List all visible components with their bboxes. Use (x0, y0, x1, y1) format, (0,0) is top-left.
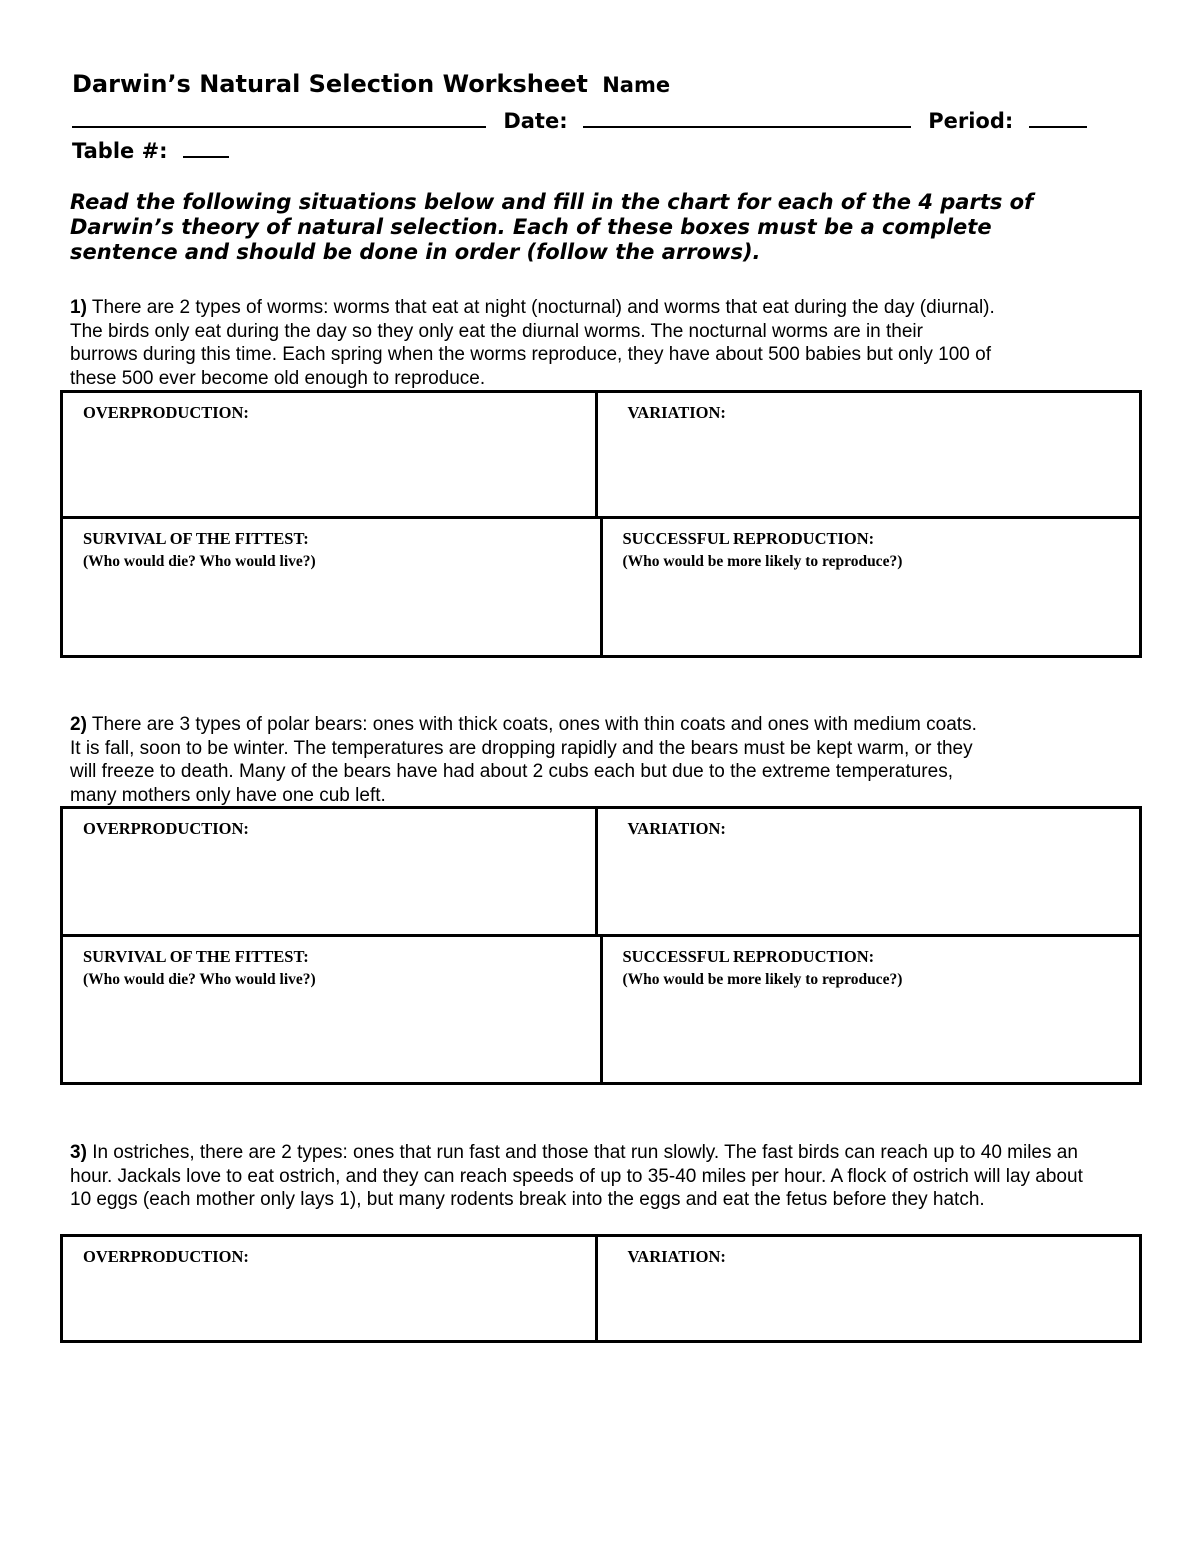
reproduction-box[interactable] (600, 937, 1140, 1082)
variation-label: VARIATION: (627, 819, 726, 838)
scenario-1 (70, 296, 995, 390)
page-title: Darwin’s Natural Selection Worksheet (72, 70, 588, 98)
name-blank[interactable] (72, 104, 486, 128)
survival-box[interactable] (63, 937, 600, 1082)
scenario-text: There are 3 types of polar bears: ones with thick coats, ones with thin coats and ones with medium coats. It is fall, soon to be winter. The temperatures are dropping rapidly and the bears must be kept warm, or they will freeze to death. Many of the bears have had about 2 cubs each but due to the extreme temperatures, many mothers only have one cub left. (70, 714, 977, 806)
date-label: Date: (503, 109, 568, 133)
variation-box[interactable] (595, 393, 1140, 516)
survival-box[interactable] (63, 519, 600, 655)
chart-row (63, 516, 1139, 655)
survival-hint: (Who would die? Who would live?) (83, 971, 316, 988)
table-label: Table #: (72, 139, 168, 163)
overproduction-box[interactable] (63, 393, 595, 516)
scenario-number: 2) (70, 714, 87, 735)
name-label: Name (602, 73, 671, 97)
scenario-number: 3) (70, 1142, 87, 1163)
header-fields-line (72, 104, 1087, 134)
reproduction-label: SUCCESSFUL REPRODUCTION: (622, 529, 875, 548)
scenario-text: There are 2 types of worms: worms that eat at night (nocturnal) and worms that eat during the day (diurnal). The birds only eat during the day so they only eat the diurnal worms. The nocturnal worms are in their burrows during this time. Each spring when the worms reproduce, they have about 500 babies but only 100 of these 500 ever become old enough to reproduce. (70, 297, 995, 389)
variation-label: VARIATION: (627, 403, 726, 422)
reproduction-box[interactable] (600, 519, 1140, 655)
date-blank[interactable] (583, 104, 911, 128)
overproduction-label: OVERPRODUCTION: (83, 403, 249, 422)
survival-label: SURVIVAL OF THE FITTEST: (83, 947, 309, 966)
scenario-number: 1) (70, 297, 87, 318)
reproduction-hint: (Who would be more likely to reproduce?) (622, 971, 903, 988)
overproduction-label: OVERPRODUCTION: (83, 1247, 249, 1266)
title-line (72, 70, 670, 98)
overproduction-box[interactable] (63, 1237, 595, 1340)
overproduction-box[interactable] (63, 809, 595, 934)
period-label: Period: (928, 109, 1014, 133)
scenario-2 (70, 713, 985, 807)
chart-row (63, 1237, 1139, 1340)
survival-label: SURVIVAL OF THE FITTEST: (83, 529, 309, 548)
chart-row (63, 393, 1139, 516)
variation-label: VARIATION: (627, 1247, 726, 1266)
overproduction-label: OVERPRODUCTION: (83, 819, 249, 838)
reproduction-label: SUCCESSFUL REPRODUCTION: (622, 947, 875, 966)
scenario-text: In ostriches, there are 2 types: ones that run fast and those that run slowly. The fast birds can reach up to 40 miles an hour. Jackals love to eat ostrich, and they can reach speeds of up to 35-40 miles per hour. A flock of ostrich will lay about 10 eggs (each mother only lays 1), but many rodents break into the eggs and eat the fetus before they hatch. (70, 1142, 1083, 1210)
instructions: Read the following situations below and fill in the chart for each of the 4 parts of Darwin’s theory of natural selection. Each of these boxes must be a complete sentence and should be done in order (follow the arrows). (70, 190, 1034, 264)
variation-box[interactable] (595, 809, 1140, 934)
chart-3 (60, 1234, 1142, 1343)
chart-row (63, 934, 1139, 1082)
survival-hint: (Who would die? Who would live?) (83, 553, 316, 570)
reproduction-hint: (Who would be more likely to reproduce?) (622, 553, 903, 570)
chart-row (63, 809, 1139, 934)
variation-box[interactable] (595, 1237, 1140, 1340)
period-blank[interactable] (1029, 104, 1087, 128)
scenario-3 (70, 1141, 1100, 1212)
table-number-line (72, 134, 229, 163)
chart-2 (60, 806, 1142, 1085)
table-blank[interactable] (183, 134, 229, 158)
chart-1 (60, 390, 1142, 658)
